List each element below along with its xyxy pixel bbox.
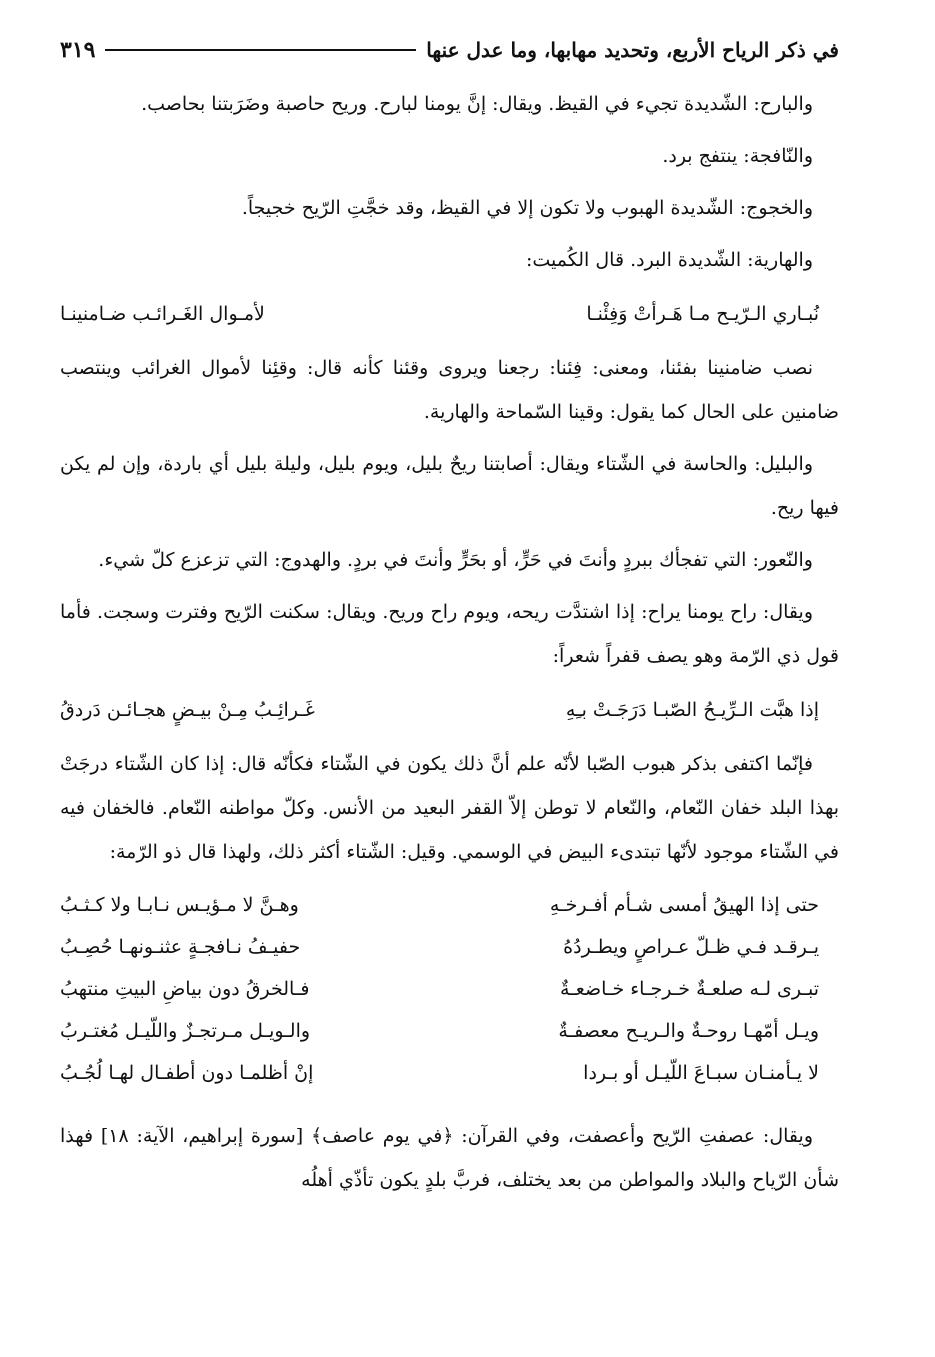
poem-hemistich-first: حتى إذا الهيقُ أمسى شـأم أفـرخـهِ xyxy=(549,894,819,916)
running-header xyxy=(60,30,839,70)
page-body xyxy=(60,82,839,1210)
verse-hemistich-first: إذا هبَّت الـرِّيـحُ الصّبـا دَرَجَـتْ بـِهِ xyxy=(565,699,819,721)
verse-hemistich-second: لأمـوال الغَـرائـب ضـامنينـا xyxy=(60,303,265,325)
verse-kumayt xyxy=(60,290,839,338)
paragraph-rah: ويقال: راح يومنا يراح: إذا اشتدَّت ريحه، ويوم راح وريح. ويقال: سكنت الرّيح وفترت وسجت. فأما قول ذي الرّمة وهو يصف قفراً شعراً: xyxy=(60,601,839,667)
page-number: ٣١٩ xyxy=(60,37,96,63)
poem-line xyxy=(60,884,839,926)
paragraph-saba: فإنّما اكتفى بذكر هبوب الصّبا لأنّه علم أنَّ ذلك يكون في الشّتاء فكأنّه قال: إذا كان الشّتاء درجَتْ بهذا البلد خفان النّعام، والنّعام لا توطن إلاّ القفر البعيد من الأنس. وكلّ مواطنه النّعام. فالخفان فيه في الشّتاء موجود لأنّها تبتدىء البيض في الوسمي. وقيل: الشّتاء أكثر ذلك، ولهذا قال ذو الرّمة: xyxy=(60,753,839,863)
poem-block xyxy=(60,884,839,1094)
poem-hemistich-second: فـالخرقُ دون بياضِ البيتِ منتهبُ xyxy=(60,978,310,1000)
poem-line xyxy=(60,1052,839,1094)
verse-hemistich-first: نُبـاري الـرّيـح مـا هَـرأتْ وَفِئْنـا xyxy=(586,303,819,325)
paragraph-balil: والبليل: والحاسة في الشّتاء ويقال: أصابتنا ريحٌ بليل، ويوم بليل، وليلة بليل أي باردة، وإن لم يكن فيها ريح. xyxy=(60,453,839,519)
poem-hemistich-second: حفيـفُ نـافجـةٍ عثنـونهـا حُصِـبُ xyxy=(60,936,301,958)
poem-hemistich-first: ويـل أمّهـا روحـةٌ والـريـح معصفـةٌ xyxy=(558,1020,819,1042)
poem-line xyxy=(60,968,839,1010)
paragraph-nafija: والنّافجة: ينتفج برد. xyxy=(662,145,813,167)
verse-hemistich-second: غَـرائِـبُ مِـنْ بيـضٍ هجـائـن دَردقُ xyxy=(60,699,315,721)
header-rule xyxy=(105,49,416,51)
poem-line xyxy=(60,1010,839,1052)
poem-hemistich-first: تبـرى لـه صلعـةٌ خـرجـاء خـاضعـةٌ xyxy=(560,978,819,1000)
poem-hemistich-second: وهـنَّ لا مـؤيـس نـابـا ولا كـثـبُ xyxy=(60,894,299,916)
paragraph-asifa: ويقال: عصفتِ الرّيح وأعصفت، وفي القرآن: ﴿في يوم عاصف﴾ [سورة إبراهيم، الآية: ١٨] فهذا شأن الرّياح والبلاد والمواطن من بعد يختلف، فربَّ بلدٍ يكون تأذّي أهلُه xyxy=(60,1125,839,1191)
poem-hemistich-second: إنْ أظلمـا دون أطفـال لهـا لُجُـبُ xyxy=(60,1062,314,1084)
poem-line xyxy=(60,926,839,968)
poem-hemistich-second: والـويـل مـرتجـزٌ واللّيـل مُغتـربُ xyxy=(60,1020,311,1042)
paragraph-commentary: نصب ضامنينا بفئنا، ومعنى: فِئنا: رجعنا ويروى وقئنا كأنه قال: وقئِنا لأموال الغرائب وينتصب ضامنين على الحال كما يقول: وقينا السّماحة والهارية. xyxy=(60,357,839,423)
header-title: في ذكر الرياح الأربع، وتحديد مهابها، وما عدل عنها xyxy=(426,38,839,62)
paragraph-hariya: والهارية: الشّديدة البرد. قال الكُميت: xyxy=(525,249,813,271)
paragraph-khajuj: والخجوج: الشّديدة الهبوب ولا تكون إلا في القيظ، وقد خجَّتِ الرّيح خجيجاً. xyxy=(241,197,813,219)
paragraph-barih: والبارح: الشّديدة تجيء في القيظ. ويقال: إنَّ يومنا لبارح. وريح حاصبة وضَرَبتنا بحاصب. xyxy=(141,93,813,115)
verse-dhur-rumma xyxy=(60,686,839,734)
paragraph-naur: والنّعور: التي تفجأك ببردٍ وأنتَ في حَرٍّ، أو بحَرٍّ وأنتَ في بردٍ. والهدوج: التي تزعزع كلّ شيء. xyxy=(98,549,813,571)
poem-hemistich-first: يـرقـد فـي ظـلّ عـراصٍ ويطـردُهُ xyxy=(563,936,819,958)
poem-hemistich-first: لا يـأمنـان سبـاعَ اللّيـل أو بـردا xyxy=(583,1062,819,1084)
